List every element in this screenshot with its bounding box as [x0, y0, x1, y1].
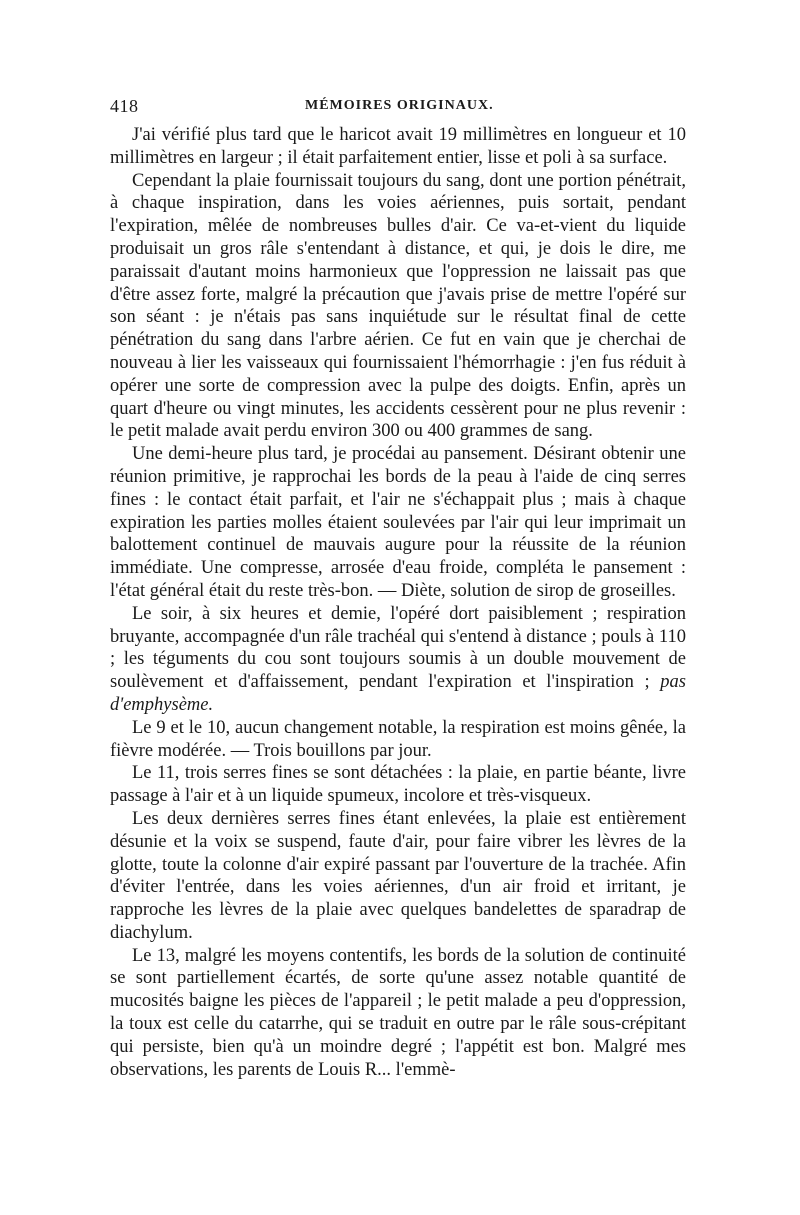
paragraph-text: Le soir, à six heures et demie, l'opéré dort paisiblement ; respiration bruyante, accompagnée d'un râle trachéal qui s'entend à distance ; pouls à 110 ; les téguments du cou sont toujours soumis à un double mouvement de soulèvement et d'affaissement, pendant l'expiration et l'inspiration ; — [110, 603, 686, 693]
paragraph-text: Cependant la plaie fournissait toujours du sang, dont une portion pénétrait, à chaque inspiration, dans les voies aériennes, puis sortait, pendant l'expiration, mêlée de nombreuses bulles d'air. Ce va-et-vient du liquide produisait un gros râle s'entendant à distance, et qui, je dois le dire, me paraissait d'autant moins harmonieux que l'oppression ne laissait pas que d'être assez forte, malgré la précaution que j'avais prise de mettre l'opéré sur son séant : je n'étais pas sans inquiétude sur le résultat final de cette pénétration du sang dans l'arbre aérien. Ce fut en vain que je cherchai de nouveau à lier les vaisseaux qui fournissaient l'hémorrhagie : j'en fus réduit à opérer une sorte de compression avec la pulpe des doigts. Enfin, après un quart d'heure ou vingt minutes, les accidents cessèrent pour ne plus revenir : le petit malade avait perdu environ 300 ou 400 grammes de sang. — [110, 170, 686, 442]
paragraph-text: Le 11, trois serres fines se sont détachées : la plaie, en partie béante, livre passage à l'air et à un liquide spumeux, incolore et très-visqueux. — [110, 763, 686, 807]
paragraph-day-9-10 — [110, 717, 686, 763]
paragraph-bean-measurement — [110, 124, 686, 170]
paragraph-italic-note: pas d'emphysème. — [110, 672, 686, 715]
book-page — [110, 96, 686, 1081]
paragraph-wound-open — [110, 808, 686, 945]
paragraph-text: Les deux dernières serres fines étant enlevées, la plaie est entièrement désunie et la voix se suspend, faute d'air, pour faire vibrer les lèvres de la glotte, toute la colonne d'air expiré passant par l'ouverture de la trachée. Afin d'éviter l'entrée, dans les voies aériennes, d'un air froid et irritant, je rapproche les lèvres de la plaie avec quelques bandelettes de sparadrap de diachylum. — [110, 808, 686, 943]
paragraph-day-11 — [110, 762, 686, 808]
running-title: MÉMOIRES ORIGINAUX. — [305, 98, 494, 113]
paragraph-text: Une demi-heure plus tard, je procédai au pansement. Désirant obtenir une réunion primitive, je rapprochai les bords de la peau à l'aide de cinq serres fines : le contact était parfait, et l'air ne s'échappait plus ; mais à chaque expiration les parties molles étaient soulevées par l'air qui leur imprimait un balottement continuel de mauvais augure pour la réussite de la réunion immédiate. Une compresse, arrosée d'eau froide, compléta le pansement : l'état général était du reste très-bon. — Diète, solution de sirop de groseilles. — [110, 444, 686, 601]
paragraph-day-13 — [110, 945, 686, 1082]
paragraph-text: Le 13, malgré les moyens contentifs, les bords de la solution de continuité se sont partiellement écartés, de sorte qu'une assez notable quantité de mucosités baigne les pièces de l'appareil ; le petit malade a peu d'oppression, la toux est celle du catarrhe, qui se traduit en outre par le râle sous-crépitant qui persiste, bien qu'à un moindre degré ; l'appétit est bon. Malgré mes observations, les parents de Louis R... l'emmè- — [110, 945, 686, 1080]
paragraph-text: Le 9 et le 10, aucun changement notable, la respiration est moins gênée, la fièvre modérée. — Trois bouillons par jour. — [110, 717, 686, 761]
body-text — [110, 124, 686, 1081]
running-head — [110, 96, 686, 122]
paragraph-dressing — [110, 443, 686, 603]
paragraph-evening — [110, 603, 686, 717]
paragraph-text: J'ai vérifié plus tard que le haricot avait 19 millimètres en longueur et 10 millimètres en largeur ; il était parfaitement entier, lisse et poli à sa surface. — [110, 125, 686, 168]
paragraph-hemorrhage — [110, 170, 686, 444]
page-number: 418 — [110, 96, 139, 116]
